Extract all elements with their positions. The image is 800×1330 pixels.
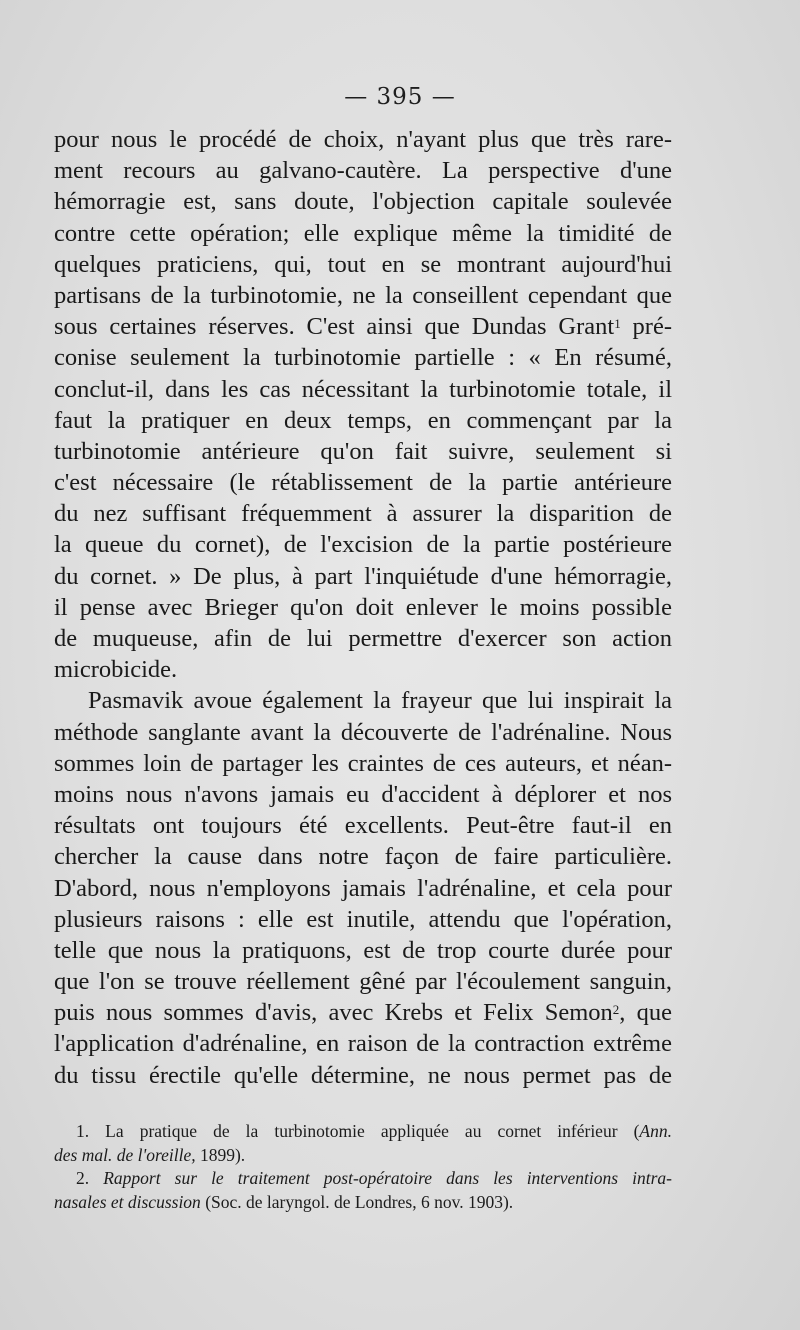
footnote-reference: 1: [614, 316, 621, 332]
footnote-text: 1899).: [195, 1144, 246, 1165]
text-line: du nez suffisant fréquemment à assurer la disparition de: [54, 500, 672, 528]
footnote-title: Rapport sur le traitement post-opératoire dans les interventions intra-: [103, 1168, 673, 1188]
footnote-journal: Ann.: [639, 1121, 672, 1141]
text-line: sommes loin de partager les craintes de ces auteurs, et néan-: [54, 749, 672, 777]
text-line: conise seulement la turbinotomie partielle : « En résumé,: [54, 344, 672, 372]
text-segment: pré-: [620, 313, 672, 341]
footnote-1-cont: [54, 1144, 672, 1168]
footnote-2-cont: [54, 1191, 672, 1215]
text-line: du cornet. » De plus, à part l'inquiétude d'une hémorragie,: [54, 562, 672, 590]
footnote-journal: des mal. de l'oreille,: [54, 1144, 196, 1165]
text-line: telle que nous la pratiquons, est de trop courte durée pour: [54, 936, 672, 964]
text-line: du tissu érectile qu'elle détermine, ne nous permet pas de: [54, 1061, 672, 1089]
text-line: ment recours au galvano-cautère. La perspective d'une: [54, 157, 672, 185]
text-line: méthode sanglante avant la découverte de l'adrénaline. Nous: [54, 718, 672, 746]
text-line: partisans de la turbinotomie, ne la conseillent cependant que: [54, 281, 672, 309]
page-number: — 395 —: [344, 84, 456, 110]
paragraph-first-line: Pasmavik avoue également la frayeur que lui inspirait la: [88, 687, 672, 715]
text-segment: , que: [619, 999, 672, 1027]
text-line: conclut-il, dans les cas nécessitant la turbinotomie totale, il: [54, 375, 672, 403]
text-line: plusieurs raisons : elle est inutile, attendu que l'opération,: [54, 905, 672, 933]
text-segment: sous certaines réserves. C'est ainsi que Dundas Grant: [54, 313, 615, 341]
text-line: de muqueuse, afin de lui permettre d'exercer son action: [54, 625, 672, 652]
footnote-text: 1. La pratique de la turbinotomie appliquée au cornet inférieur (: [76, 1121, 640, 1141]
text-line: microbicide.: [54, 656, 178, 684]
text-line: l'application d'adrénaline, en raison de la contraction extrême: [54, 1030, 672, 1058]
footnote-reference: 2: [612, 1002, 620, 1018]
text-line: c'est nécessaire (le rétablissement de la partie antérieure: [54, 469, 672, 497]
text-line: résultats ont toujours été excellents. Peut-être faut-il en: [54, 812, 672, 840]
text-line: il pense avec Brieger qu'on doit enlever le moins possible: [54, 593, 672, 621]
text-line: quelques praticiens, qui, tout en se montrant aujourd'hui: [54, 250, 672, 278]
footnote-2: [54, 1167, 672, 1191]
text-line: faut la pratiquer en deux temps, en commençant par la: [54, 406, 672, 434]
text-line: contre cette opération; elle explique même la timidité de: [54, 219, 672, 247]
text-line: que l'on se trouve réellement gêné par l'écoulement sanguin,: [54, 968, 672, 996]
text-line: [54, 997, 672, 1028]
text-line: la queue du cornet), de l'excision de la partie postérieure: [54, 531, 672, 559]
body-text: [54, 124, 672, 1091]
text-line: D'abord, nous n'employons jamais l'adrénaline, et cela pour: [54, 874, 672, 902]
footnote-title: nasales et discussion: [54, 1191, 201, 1212]
text-segment: puis nous sommes d'avis, avec Krebs et Felix Semon: [54, 999, 613, 1027]
text-line: moins nous n'avons jamais eu d'accident à déplorer et nos: [54, 780, 672, 808]
text-line: pour nous le procédé de choix, n'ayant plus que très rare-: [54, 126, 672, 153]
footnote-text: 2.: [76, 1168, 104, 1188]
footnote-1: [54, 1120, 672, 1144]
text-line: chercher la cause dans notre façon de faire particulière.: [54, 843, 672, 871]
text-line: turbinotomie antérieure qu'on fait suivre, seulement si: [54, 437, 672, 465]
text-line: hémorragie est, sans doute, l'objection capitale soulevée: [54, 188, 672, 216]
text-line: [54, 311, 672, 342]
footnote-text: (Soc. de laryngol. de Londres, 6 nov. 1903).: [200, 1191, 514, 1212]
footnotes: [54, 1120, 672, 1214]
